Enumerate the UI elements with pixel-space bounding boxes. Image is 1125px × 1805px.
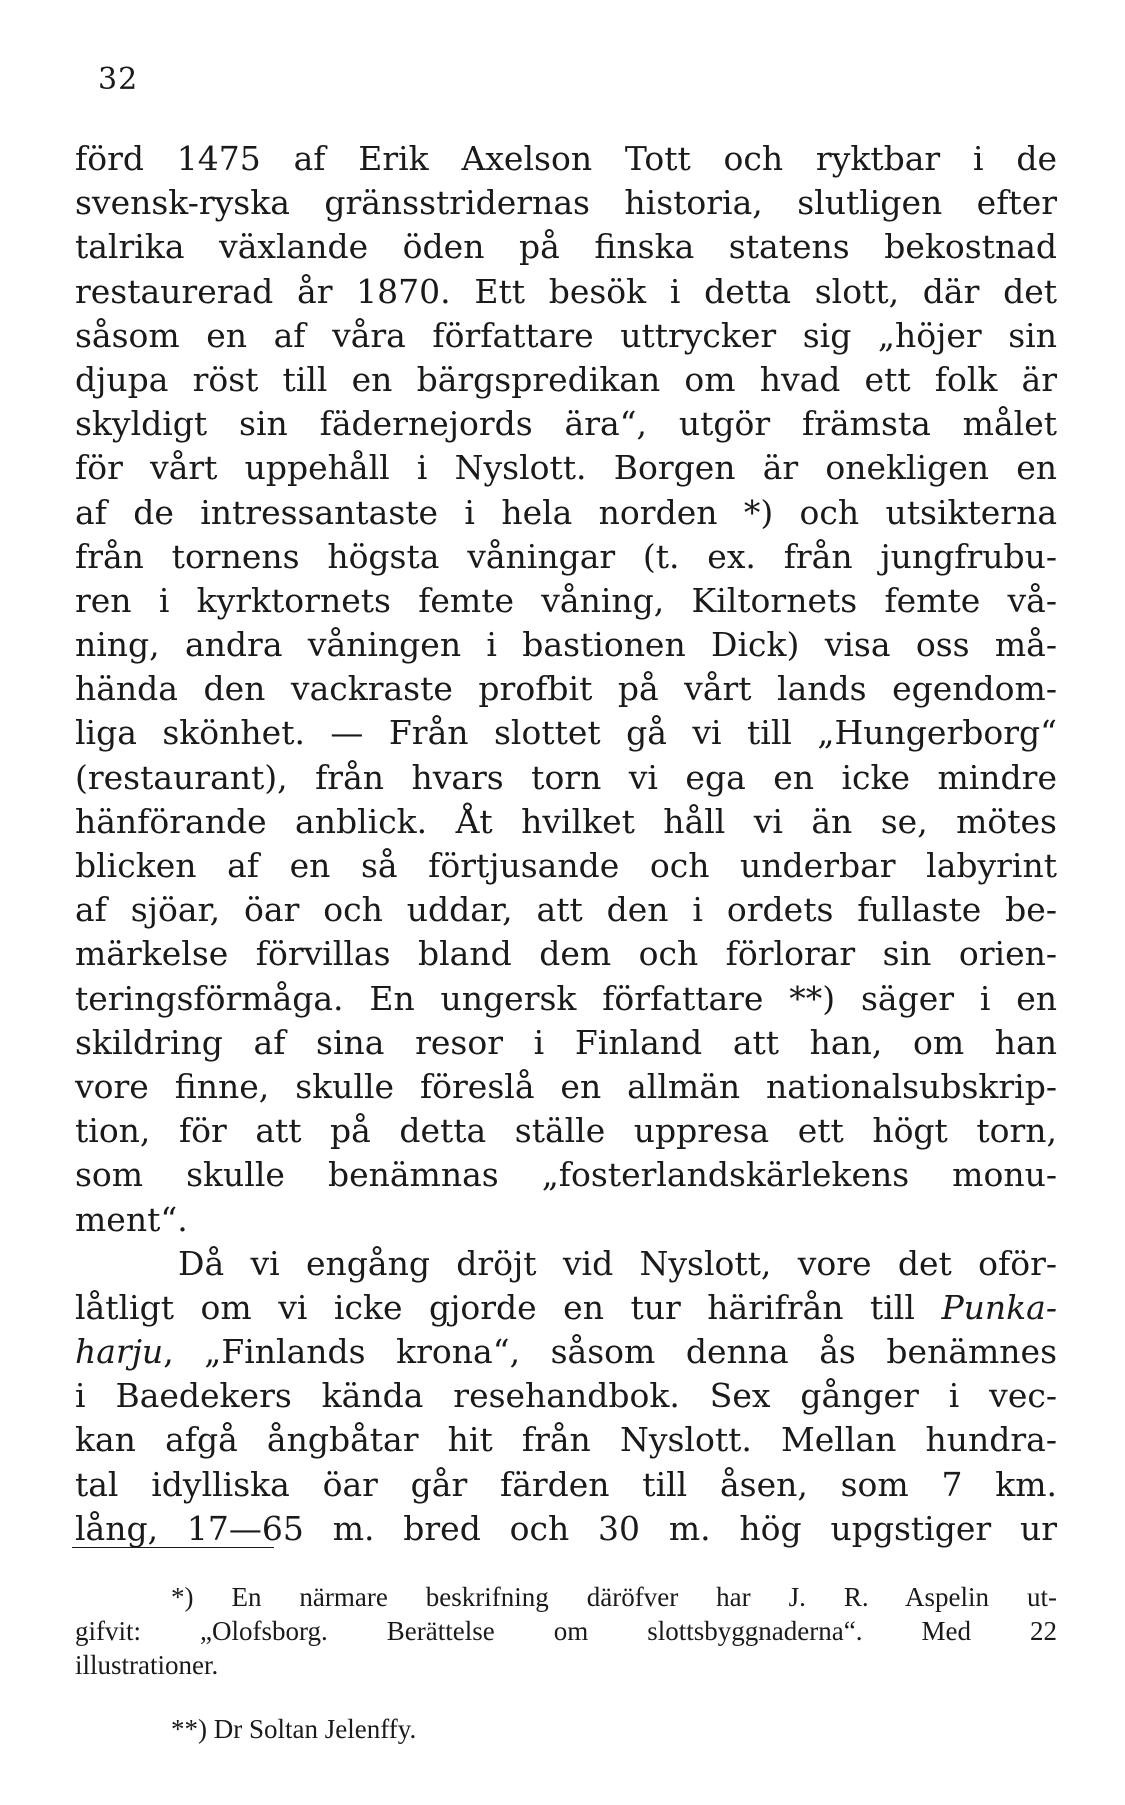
page-number: 32 (98, 62, 139, 97)
text-run: , „Finlands krona“, såsom denna ås benämnes (163, 1332, 1057, 1372)
text-line: kan afgå ångbåtar hit från Nyslott. Mellan hundra- (75, 1420, 1057, 1460)
footnote-gap (75, 1682, 1057, 1712)
text-line: hända den vackraste profbit på vårt lands egendom- (75, 669, 1057, 709)
footnotes (75, 1580, 1057, 1746)
text-line: svensk-ryska gränsstridernas historia, slutligen efter (75, 183, 1057, 223)
text-line: blicken af en så förtjusande och underbar labyrint (75, 846, 1057, 885)
text-line: förd 1475 af Erik Axelson Tott och ryktbar i de (75, 139, 1057, 178)
text-line: ning, andra våningen i bastionen Dick) visa oss må- (75, 625, 1057, 665)
text-line: liga skönhet. — Från slottet gå vi till „Hungerborg“ (75, 713, 1057, 753)
text-line (75, 1286, 1057, 1330)
text-line: (restaurant), från hvars torn vi ega en icke mindre (75, 757, 1057, 797)
text-line: af sjöar, öar och uddar, att den i ordets fullaste be- (75, 890, 1057, 930)
text-line: af de intressantaste i hela norden *) och utsikterna (75, 492, 1057, 532)
text-line: såsom en af våra författare uttrycker sig „höjer sin (75, 315, 1057, 355)
place-name-italic: harju (75, 1332, 164, 1372)
body-text (75, 137, 1057, 1551)
footnote-divider (72, 1547, 274, 1548)
text-line: lång, 17—65 m. bred och 30 m. hög upgstiger ur (75, 1508, 1057, 1548)
footnote-line: gifvit: „Olofsborg. Berättelse om slottsbyggnaderna“. Med 22 (75, 1616, 1057, 1646)
text-line: talrika växlande öden på finska statens bekostnad (75, 227, 1057, 267)
text-line: för vårt uppehåll i Nyslott. Borgen är onekligen en (75, 448, 1057, 488)
footnote-line: **) Dr Soltan Jelenffy. (171, 1714, 417, 1744)
text-line: tal idylliska öar går färden till åsen, som 7 km. (75, 1464, 1057, 1504)
text-line: från tornens högsta våningar (t. ex. från jungfrubu- (75, 536, 1057, 576)
place-name-italic: Punka- (941, 1287, 1057, 1327)
text-line: i Baedekers kända resehandbok. Sex gånger i vec- (75, 1376, 1057, 1416)
text-line: hänförande anblick. Åt hvilket håll vi än se, mötes (75, 801, 1057, 841)
text-run: låtligt om vi icke gjorde en tur härifrån till (75, 1287, 942, 1327)
text-line: vore finne, skulle föreslå en allmän nationalsubskrip- (75, 1066, 1057, 1106)
text-line: märkelse förvillas bland dem och förlorar sin orien- (75, 934, 1057, 974)
text-line: restaurerad år 1870. Ett besök i detta slott, där det (75, 271, 1057, 311)
text-line: som skulle benämnas „fosterlandskärlekens monu- (75, 1155, 1057, 1195)
footnote-line: illustrationer. (75, 1650, 219, 1680)
footnote-line: *) En närmare beskrifning däröfver har J. R. Aspelin ut- (171, 1582, 1057, 1612)
text-line: ren i kyrktornets femte våning, Kiltornets femte vå- (75, 580, 1057, 620)
text-line: tion, för att på detta ställe uppresa ett högt torn, (75, 1111, 1057, 1151)
text-line: djupa röst till en bärgspredikan om hvad ett folk är (75, 359, 1057, 399)
paragraph-start-line: Då vi engång dröjt vid Nyslott, vore det oför- (178, 1243, 1057, 1283)
text-line: teringsförmåga. En ungersk författare **) säger i en (75, 978, 1057, 1018)
text-line: skyldigt sin fädernejords ära“, utgör främsta målet (75, 404, 1057, 444)
text-line: ment“. (75, 1199, 188, 1239)
text-line (75, 1330, 1057, 1374)
text-line: skildring af sina resor i Finland att han, om han (75, 1022, 1057, 1062)
